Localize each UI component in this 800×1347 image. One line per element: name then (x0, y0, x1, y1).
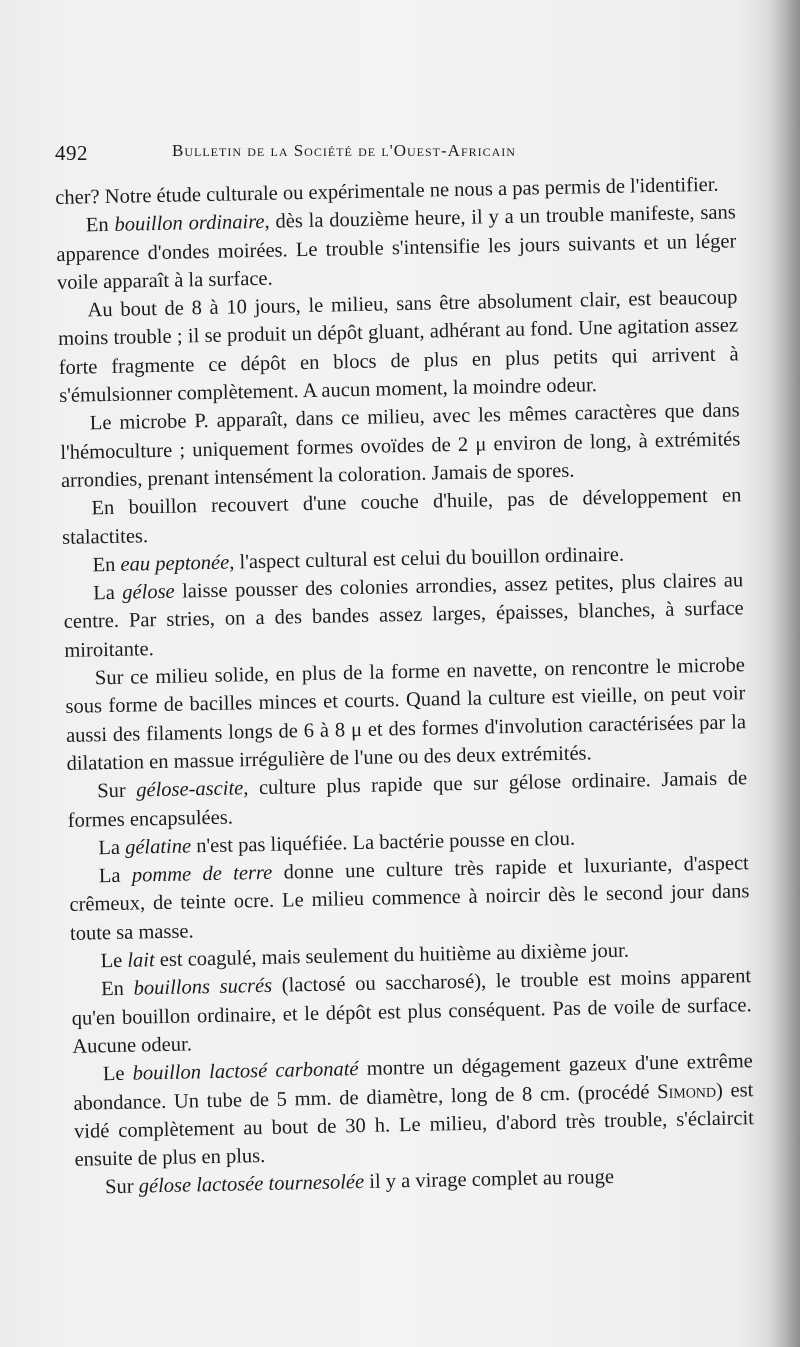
paragraph (73, 1047, 755, 1174)
text-run: En (92, 553, 121, 577)
paragraph-flow (55, 170, 755, 1202)
text-run: donne une culture très rapide et luxuriante, d'aspect crêmeux, de teinte ocre. Le milieu commence à noircir dès le second jour dans toute sa masse. (69, 852, 750, 945)
paragraph (60, 397, 742, 496)
italic-run: gélose (122, 580, 175, 604)
running-title: Bulletin de la Société de l'Ouest-Africain (172, 141, 516, 160)
text-run: (lactosé ou saccharosé), le trouble est moins apparent qu'en bouillon ordinaire, et le dépôt est plus conséquent. Pas de voile de surface. Aucune odeur. (71, 965, 752, 1058)
text-run: Sur ce milieu solide, en plus de la forme en navette, on rencontre le microbe sous forme de bacilles minces et courts. Quand la culture est vieille, on peut voir aussi des filaments longs de 6 à 8 μ et des formes d'involution caractérisées par la dilatation en massue irrégulière de l'une ou des deux extrémités. (65, 654, 747, 775)
italic-run: gélatine (124, 835, 192, 859)
text-run: laisse pousser des colonies arrondies, assez petites, plus claires au centre. Par stries, on a des bandes assez larges, épaisses, blanches, à surface miroitante. (63, 569, 744, 662)
text-run: La (98, 864, 133, 888)
italic-run: gélose-ascite (136, 777, 244, 802)
paragraph (71, 963, 753, 1062)
text-run: En bouillon recouvert d'une couche d'huile, pas de développement en stalactites. (61, 484, 742, 549)
smallcaps-run: Simond (656, 1079, 717, 1103)
text-run: n'est pas liquéfiée. La bactérie pousse en clou. (190, 827, 576, 858)
italic-run: bouillon ordinaire (114, 211, 265, 237)
italic-run: bouillon lactosé carbonaté (132, 1058, 359, 1085)
text-run: Le (100, 949, 128, 973)
book-spine-shadow (766, 0, 800, 1347)
text-run: ) est vidé complètement au bout de 30 h. Le milieu, d'abord très trouble, s'éclaircit ensuite de plus en plus. (73, 1078, 755, 1171)
text-run: cher? Notre étude culturale ou expérimentale ne nous a pas permis de l'identifier. (55, 173, 719, 209)
text-run: est coagulé, mais seulement du huitième au dixième jour. (154, 939, 630, 972)
page-number: 492 (55, 141, 88, 165)
italic-run: pomme de terre (131, 861, 273, 887)
text-run: Sur (104, 1175, 139, 1199)
text-run: Au bout de 8 à 10 jours, le milieu, sans être absolument clair, est beaucoup moins trouble ; il se produit un dépôt gluant, adhérant au fond. Une agitation assez forte fragmente ce dépôt en blocs de plus en plus petits qui arrivent à s'émulsionner complètement. A aucun moment, la moindre odeur. (57, 286, 739, 408)
text-run: , culture plus rapide que sur gélose ordinaire. Jamais de formes encapsulées. (67, 767, 748, 832)
page-header (55, 137, 715, 173)
paragraph (56, 199, 738, 298)
text-run: montre un dégagement gazeux d'une extrême abondance. Un tube de 5 mm. de diamètre, long de 8 cm. (procédé (73, 1050, 753, 1115)
text-column (55, 170, 759, 1347)
text-run: , dès la douzième heure, il y a un trouble manifeste, sans apparence d'ondes moirées. Le trouble s'intensifie les jours suivants et un léger voile apparaît à la surface. (56, 201, 737, 294)
text-run: Sur (96, 779, 137, 803)
paragraph (65, 651, 747, 778)
paragraph (69, 849, 751, 948)
paragraph (63, 566, 745, 665)
text-run: Le microbe P. apparaît, dans ce milieu, avec les mêmes caractères que dans l'hémoculture ; uniquement formes ovoïdes de 2 μ environ de long, à extrémités arrondies, prenant intensément la coloration. Jamais de spores. (60, 399, 741, 492)
text-run: En (100, 977, 134, 1001)
italic-run: lait (127, 949, 155, 972)
italic-run: bouillons sucrés (133, 975, 273, 1000)
text-run: La (98, 836, 126, 860)
text-run: En (85, 214, 115, 237)
text-run: Le (102, 1062, 133, 1086)
text-run: , l'aspect cultural est celui du bouillon ordinaire. (229, 543, 625, 574)
italic-run: eau peptonée (120, 551, 230, 576)
paragraph (57, 284, 739, 411)
text-run: La (93, 581, 123, 605)
text-run: il y a virage complet au rouge (363, 1166, 615, 1194)
italic-run: gélose lactosée tournesolée (138, 1171, 365, 1198)
